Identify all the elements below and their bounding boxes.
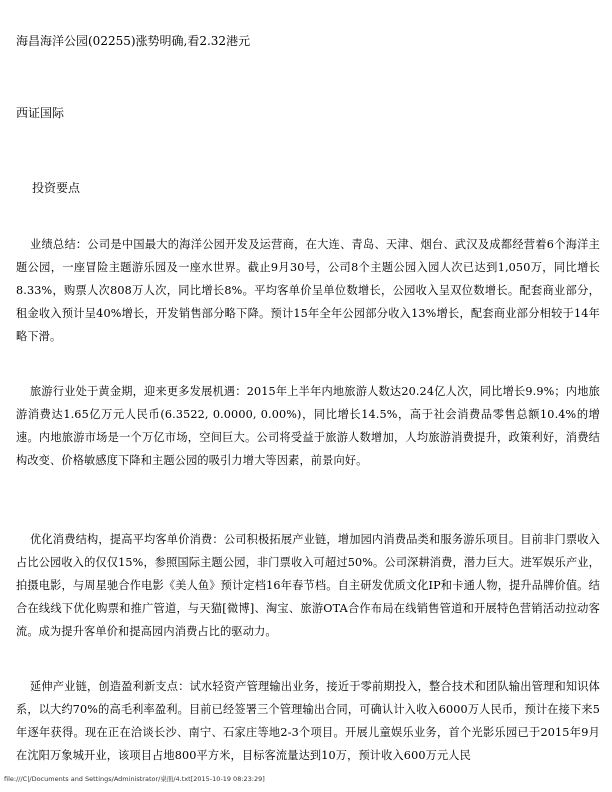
- paragraph-industry-chain: 延伸产业链，创造盈利新支点：试水轻资产管理输出业务，接近于零前期投入，整合技术和团队输出管理和知识体系，以大约70%的高毛利率盈利。目前已经签署三个管理输出合同，可确认计入收入6000万人民币，预计在接下来5年逐年获得。现在正在洽谈长沙、南宁、石家庄等地2-3个项目。开展儿童娱乐业务，首个光影乐园已于2015年9月在沈阳万象城开业，该项目占地800平方米，目标客流量达到10万，预计收入600万元人民: [16, 680, 600, 762]
- source-name: 西证国际: [16, 106, 65, 120]
- paragraph-tourism-industry: 旅游行业处于黄金期，迎来更多发展机遇：2015年上半年内地旅游人数达20.24亿人次，同比增长9.9%；内地旅游消费达1.65亿万元人民币(6.3522, 0.0000, 0.00%)，同比增长14.5%，高于社会消费品零售总额10.4%的增速。内地旅游市场是一个万亿市场，空间巨大。公司将受益于旅游人数增加，人均旅游消费提升，政策利好，消费结构改变、价格敏感度下降和主题公园的吸引力增大等因素，前景向好。: [16, 385, 600, 467]
- document-title: 海昌海洋公园(02255)涨势明确,看2.32港元: [16, 34, 251, 48]
- section-heading: 投资要点: [32, 181, 81, 195]
- paragraph-performance-summary: 业绩总结：公司是中国最大的海洋公园开发及运营商，在大连、青岛、天津、烟台、武汉及成都经营着6个海洋主题公园，一座冒险主题游乐园及一座水世界。截止9月30号，公司8个主题公园入园人次已达到1,050万，同比增长8.33%，购票人次808万人次，同比增长8%。平均客单价呈单位数增长，公园收入呈双位数增长。配套商业部分，租金收入预计呈40%增长，开发销售部分略下降。预计15年全年公园部分收入13%增长，配套商业部分相较于14年略下滑。: [16, 238, 600, 343]
- file-path-footer: file:///C|/Documents and Settings/Administrator/桌面/4.txt[2015-10-19 08:23:29]: [4, 775, 265, 783]
- paragraph-consumption-structure: 优化消费结构，提高平均客单价消费：公司积极拓展产业链，增加园内消费品类和服务游乐项目。目前非门票收入占比公园收入的仅仅15%，参照国际主题公园，非门票收入可超过50%。公司深耕消费，潜力巨大。进军娱乐产业，拍摄电影，与周星驰合作电影《美人鱼》预计定档16年春节档。自主研发优质文化IP和卡通人物，提升品牌价值。结合在线线下优化购票和推广管道，与天猫[微博]、淘宝、旅游OTA合作布局在线销售管道和开展特色营销活动拉动客流。成为提升客单价和提高园内消费占比的驱动力。: [16, 533, 600, 638]
